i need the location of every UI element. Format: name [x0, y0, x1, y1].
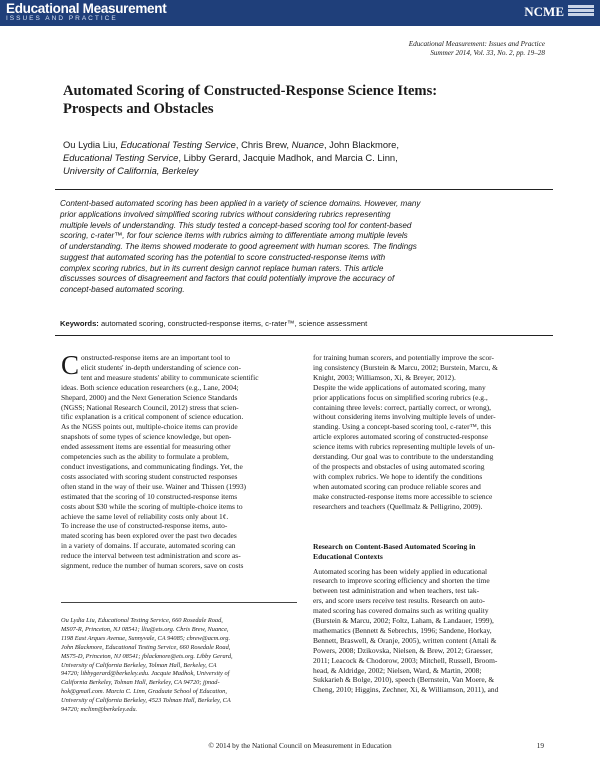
- body-line: ideas. Both science education researchers (e.g., Lane, 2004;: [61, 382, 239, 392]
- abstract-line: Content-based automated scoring has been applied in a variety of science domains. However, many: [60, 199, 421, 208]
- body-line: elicit students' in-depth understanding of science con-: [81, 362, 241, 372]
- body-line: As the NGSS points out, multiple-choice items can provide: [61, 422, 238, 432]
- author-name: , Libby Gerard, Jacquie Madhok, and Marcia C. Linn,: [178, 152, 398, 164]
- author-name: , Chris Brew,: [235, 139, 292, 150]
- body-line: standing. Using a concept-based scoring tool, c-rater™, this: [313, 422, 492, 432]
- body-line: without considering items involving multiple levels of under-: [313, 412, 496, 422]
- keywords-label: Keywords:: [60, 319, 99, 328]
- body-line: achieve the same level of reliability costs only about 1¢.: [61, 511, 229, 521]
- body-line: researchers and teachers (Quellmalz & Pelligrino, 2009).: [313, 501, 483, 511]
- body-line: estimated that the scoring of 10 constructed-response items: [61, 491, 238, 501]
- abstract: [60, 199, 546, 296]
- body-line: mated scoring has covered domains such as writing quality: [313, 606, 489, 616]
- body-line: Sukkarieh & Bolge, 2010), speech (Bernstein, Van Moere, &: [313, 675, 495, 685]
- copyright-footer: © 2014 by the National Council on Measurement in Education: [208, 741, 392, 750]
- journal-name: Educational Measurement: [6, 1, 167, 16]
- abstract-line: discusses sources of disagreement and factors that could potentially improve the accuracy of: [60, 274, 395, 284]
- body-line: Automated scoring has been widely applied in educational: [313, 566, 488, 576]
- body-line: derstanding. Our goal was to contribute to the understanding: [313, 452, 494, 462]
- body-line: competencies such as the ability to formulate a problem,: [61, 452, 229, 462]
- abstract-line: of understanding. The items showed moderate to good agreement with human scores. The findings: [60, 242, 417, 251]
- footnote-line: Ou Lydia Liu, Educational Testing Service, 660 Rosedale Road,: [61, 617, 223, 624]
- journal-subtitle: ISSUES AND PRACTICE: [6, 15, 118, 22]
- body-line: with complex rubrics. We hope to identify the conditions: [313, 471, 483, 481]
- section-heading-line: Educational Contexts: [313, 551, 383, 561]
- body-line: tent and measure students' ability to communicate scientific: [81, 372, 259, 382]
- footnote-line: John Blackmore, Educational Testing Service, 660 Rosedale Road,: [61, 643, 231, 651]
- article-title-line: Prospects and Obstacles: [63, 101, 214, 117]
- author-affiliation: University of California, Berkeley: [63, 165, 199, 177]
- body-line: Despite the wide applications of automated scoring, many: [313, 382, 486, 392]
- body-line: mated scoring has been explored over the past two decades: [61, 531, 237, 541]
- publisher-logo-mark: [568, 5, 594, 21]
- footnote-line: MS07-R, Princeton, NJ 08541; lliu@ets.org. Chris Brew, Nuance,: [61, 625, 229, 633]
- author-affiliation: Educational Testing Service: [63, 152, 179, 164]
- body-line: ers, and score users receive test results. Research on auto-: [313, 596, 486, 606]
- body-line: of the prospects and obstacles of using automated scoring: [313, 461, 485, 471]
- body-line: when automated scoring can produce reliable scores and: [313, 481, 481, 491]
- author-list: [63, 138, 553, 178]
- body-line: costs associated with scoring student constructed responses: [61, 471, 238, 481]
- body-line: reduce the interval between test administration and score as-: [61, 551, 241, 561]
- body-line: Shepard, 2000) and the Next Generation Science Standards: [61, 392, 238, 402]
- abstract-top-rule: [55, 189, 553, 190]
- page-number: 19: [536, 741, 544, 750]
- body-line: signment, reduce the number of human scorers, save on costs: [61, 561, 244, 571]
- body-line: To increase the use of constructed-response items, auto-: [61, 521, 228, 531]
- section-heading: [313, 542, 553, 562]
- citation-volume: Summer 2014, Vol. 33, No. 2, pp. 19–28: [430, 49, 545, 58]
- body-line: ing consistency (Burstein & Marcu, 2002; Burstein, Marcu, &: [313, 362, 498, 372]
- body-line: containing three levels: correct, partially correct, or wrong),: [313, 402, 492, 412]
- body-line: head, & Aldridge, 2002; Nielsen, Ward, & Martin, 2008;: [313, 665, 482, 675]
- body-line: in a variety of domains. If accurate, automated scoring can: [61, 541, 236, 551]
- footnote-line: hok@gmail.com. Marcia C. Linn, Graduate School of Education,: [61, 688, 227, 696]
- section-heading-line: Research on Content-Based Automated Scoring in: [313, 541, 476, 551]
- footnote-line: University of California Berkeley, 4523 Tolman Hall, Berkeley, CA: [61, 697, 231, 705]
- abstract-line: scoring, c-rater™, for four science items with rubrics aiming to differentiate among multiple levels: [60, 231, 408, 241]
- article-title-line: Automated Scoring of Constructed-Response Science Items:: [63, 83, 438, 99]
- keywords: [60, 319, 546, 328]
- body-line: conduct investigations, and communicating findings. Yet, the: [61, 461, 243, 471]
- body-line: Cheng, 2010; Higgins, Zechner, Xi, & Williamson, 2011), and: [313, 685, 499, 695]
- body-line: prior applications focus on simplified scoring rubrics (e.g.,: [313, 392, 488, 402]
- body-line: 2011; Leacock & Chodorow, 2003; Mitchell, Russell, Broom-: [313, 655, 498, 665]
- footnote-rule: [61, 602, 297, 603]
- author-name: , John Blackmore,: [323, 139, 399, 150]
- publisher-logo: NCME: [524, 4, 564, 19]
- body-right-column: [313, 353, 553, 695]
- article-title: [63, 82, 543, 118]
- body-line: (NGSS; National Research Council, 2012) stress that scien-: [61, 402, 239, 412]
- author-affiliation: Educational Testing Service: [120, 139, 236, 150]
- citation-journal: Educational Measurement: Issues and Practice: [408, 40, 545, 48]
- keywords-text: automated scoring, constructed-response items, c-rater™, science assessment: [98, 319, 368, 328]
- footnote-line: University of California Berkeley, Tolman Hall, Berkeley, CA: [61, 661, 217, 669]
- body-line: Powers, 2008; Dzikovska, Nielsen, & Brew, 2012; Graesser,: [313, 645, 493, 655]
- body-line: (Burstein & Marcu, 2002; Foltz, Laham, & Landauer, 1999),: [313, 616, 494, 626]
- body-line: often stand in the way of their use. Wainer and Thissen (1993): [61, 481, 247, 491]
- body-line: Knight, 2003; Williamson, Xi, & Breyer, 2012).: [313, 372, 456, 382]
- body-line: mathematics (Bennett & Sebrechts, 1996; Sandene, Horkay,: [313, 625, 492, 635]
- body-line: between test administration and when teachers, test tak-: [313, 586, 480, 596]
- abstract-line: concept-based automated scoring.: [60, 285, 185, 294]
- keywords-bottom-rule: [55, 335, 553, 336]
- footnote-line: 94720; mclinn@berkeley.edu.: [61, 706, 138, 714]
- body-left-column: [61, 350, 297, 571]
- author-footnote: [61, 617, 301, 715]
- abstract-line: prior applications involved simplified scoring rubrics without considering rubrics representing: [60, 209, 391, 219]
- body-line: Bennett, Braswell, & Oranje, 2005), written content (Attali &: [313, 635, 497, 645]
- body-line: onstructed-response items are an important tool to: [81, 353, 231, 362]
- author-name: Ou Lydia Liu,: [63, 139, 121, 150]
- footnote-line: California Berkeley, Tolman Hall, Berkeley, CA 94720; jjmad-: [61, 679, 220, 687]
- body-line: ended assessment items are essential for measuring other: [61, 442, 231, 452]
- footnote-line: MS75-D, Princeton, NJ 08541; jblackmore@ets.org. Libby Gerard,: [61, 652, 233, 660]
- journal-header-bar: [0, 0, 600, 26]
- drop-cap: C: [61, 350, 80, 380]
- citation: [409, 40, 545, 59]
- body-line: tific explanation is a critical component of science education.: [61, 412, 244, 422]
- footnote-line: 94720; libbygerard@berkeley.edu. Jacquie Madhok, University of: [61, 670, 230, 678]
- author-affiliation: Nuance: [291, 139, 324, 150]
- abstract-line: multiple levels of understanding. This study tested a concept-based scoring tool for content-based: [60, 220, 412, 230]
- body-line: make constructed-response items more accessible to science: [313, 491, 493, 501]
- body-line: science items with rubrics representing multiple levels of un-: [313, 442, 495, 452]
- body-line: research to improve scoring efficiency and shorten the time: [313, 576, 490, 586]
- body-line: for training human scorers, and potentially improve the scor-: [313, 353, 494, 362]
- body-line: snapshots of some types of science knowledge, but open-: [61, 432, 232, 442]
- body-line: costs about $30 while the scoring of multiple-choice items to: [61, 501, 243, 511]
- abstract-line: suggest that automated scoring has the potential to score constructed-response items with: [60, 252, 386, 262]
- abstract-line: complex scoring rubrics, but in its current design cannot replace human raters. This article: [60, 263, 384, 273]
- footnote-line: 1198 East Arques Avenue, Sunnyvale, CA 94085; cbrew@acm.org.: [61, 634, 231, 642]
- body-line: article explores automated scoring of constructed-response: [313, 432, 488, 442]
